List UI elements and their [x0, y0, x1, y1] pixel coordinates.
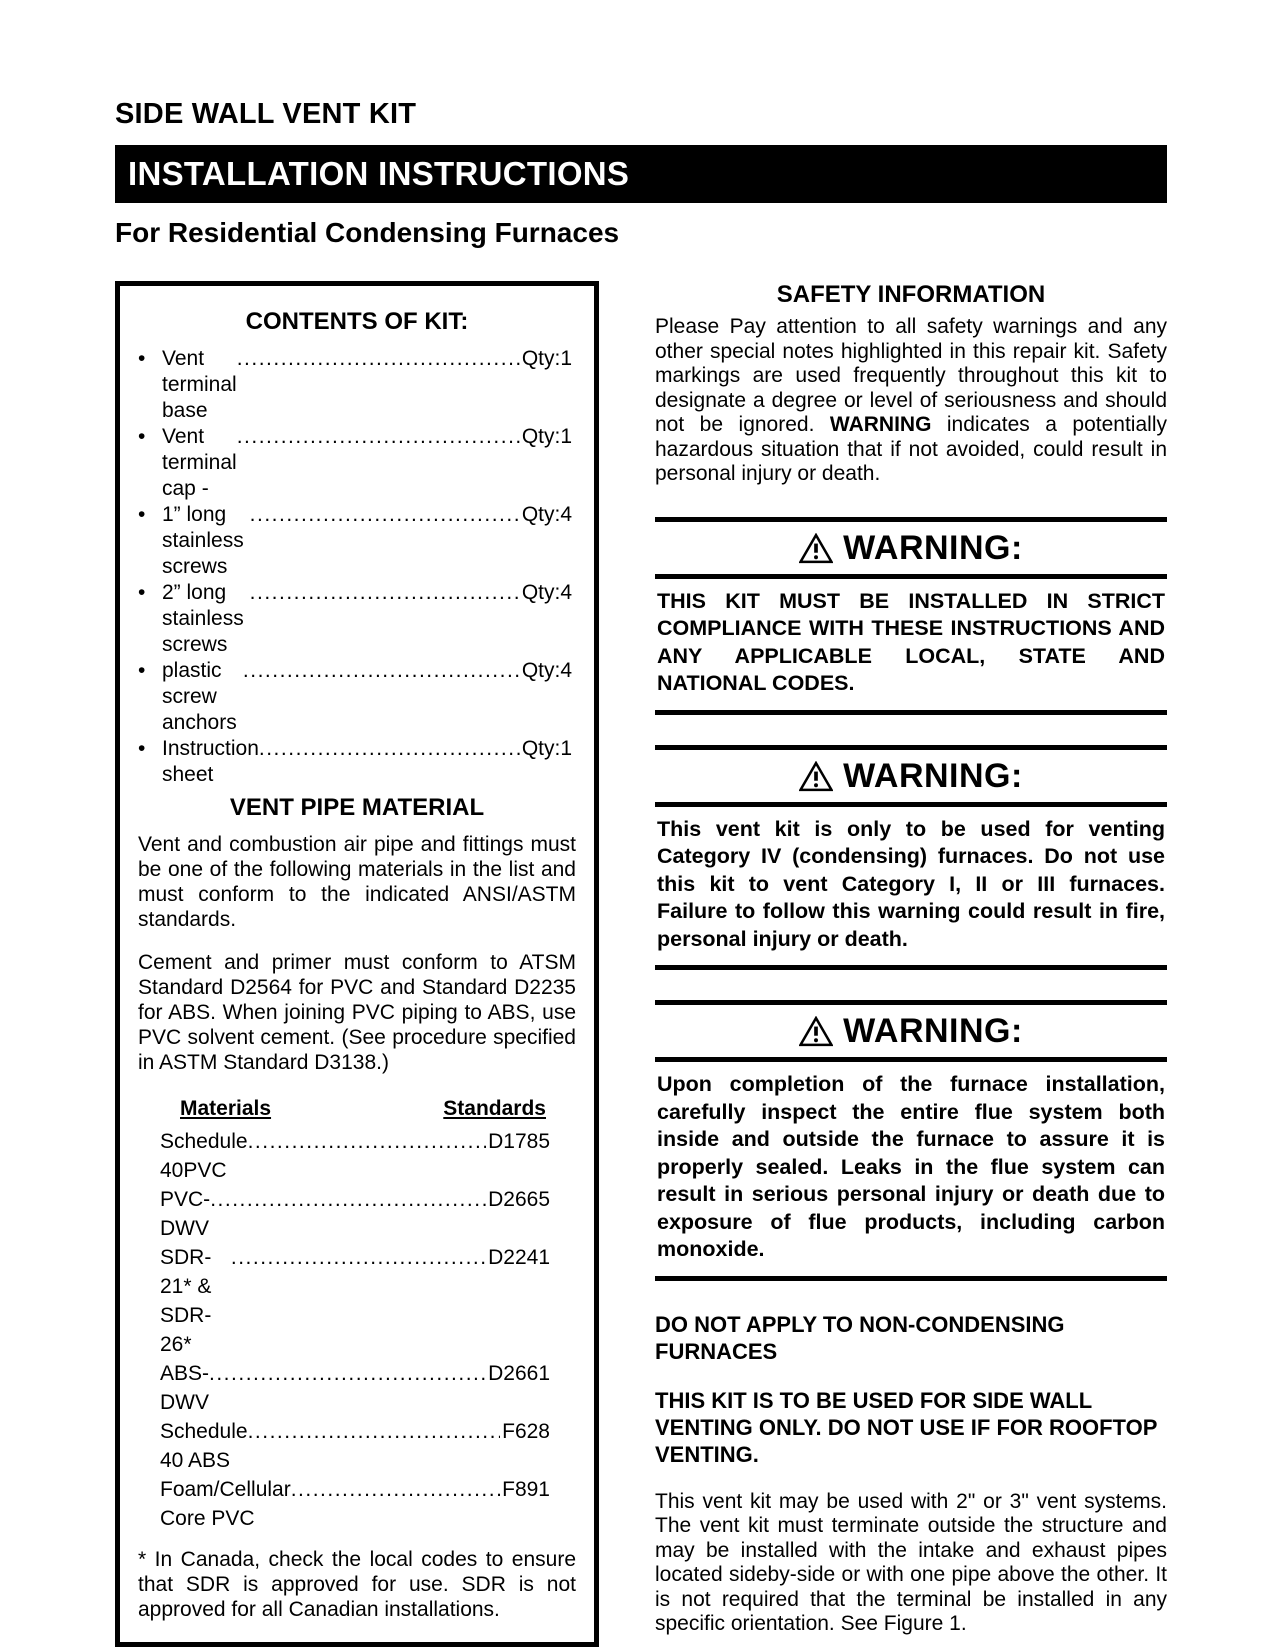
kit-item: [138, 424, 576, 502]
vent-pipe-paragraph-1: Vent and combustion air pipe and fittings must be one of the following materials in the list and must conform to the indicated ANSI/ASTM standards.: [138, 833, 576, 931]
material-cell: Foam/Cellular Core PVC: [160, 1478, 291, 1530]
kit-item-label: 2” long stainless screws: [162, 581, 244, 656]
material-cell: Schedule 40PVC: [160, 1130, 248, 1182]
kit-item: [138, 502, 576, 580]
kit-item-label: plastic screw anchors: [162, 659, 237, 734]
warning-box-2: [655, 745, 1167, 971]
dot-leader: [250, 580, 521, 606]
materials-column-header: Materials: [180, 1097, 272, 1120]
warning-box-3: [655, 1000, 1167, 1281]
standard-cell: D2241: [488, 1246, 550, 1269]
warning-triangle-icon: [799, 761, 833, 792]
warning-body: Upon completion of the furnace installation, carefully inspect the entire flue system both inside and outside the furnace to assure it is properly sealed. Leaks in the flue system can result in serious personal injury or death due to exposure of flue products, including carbon monoxide.: [657, 1072, 1165, 1261]
warning-box-1: [655, 517, 1167, 715]
dot-leader: [210, 1185, 486, 1214]
vent-pipe-material-title: VENT PIPE MATERIAL: [229, 794, 485, 821]
bullet-icon: •: [138, 581, 146, 604]
kit-item-qty: Qty:4: [521, 659, 572, 682]
document-subtitle: For Residential Condensing Furnaces: [115, 217, 620, 248]
bullet-icon: •: [138, 737, 146, 760]
table-row: [160, 1475, 550, 1533]
material-cell: ABS-DWV: [160, 1362, 210, 1414]
dot-leader: [237, 346, 521, 372]
table-row: [160, 1185, 550, 1243]
table-row: [160, 1359, 550, 1417]
warning-heading-text: WARNING:: [843, 1012, 1023, 1050]
standards-column-header: Standards: [443, 1097, 546, 1120]
safety-paragraph: [655, 315, 1167, 487]
standard-cell: F628: [502, 1420, 550, 1443]
standard-cell: D2661: [488, 1362, 550, 1385]
bullet-icon: •: [138, 425, 146, 448]
left-column: [115, 281, 599, 1650]
warning-body: This vent kit is only to be used for venting Category IV (condensing) furnaces. Do not use this kit to vent Category I, II or III furnaces. Failure to follow this warning could result in fire, personal injury or death.: [657, 816, 1165, 951]
dot-leader: [231, 1243, 486, 1272]
warning-keyword: WARNING: [829, 413, 932, 436]
materials-table-header: [138, 1093, 576, 1127]
dot-leader: [259, 736, 521, 762]
kit-item: [138, 580, 576, 658]
page-title: INSTALLATION INSTRUCTIONS: [128, 155, 630, 192]
kit-item-label: Instruction sheet: [162, 737, 259, 786]
dot-leader: [243, 658, 521, 684]
kit-contents-list: [138, 346, 576, 788]
safety-text: Please Pay attention to all safety warnings and any other special notes highlighted in this repair kit. Safety markings are used frequently throughout this kit to designate a degree or level of seriousness and should not be ignored.: [655, 315, 1167, 436]
warning-triangle-icon: [799, 533, 833, 564]
standard-cell: D1785: [488, 1130, 550, 1153]
warning-heading: [655, 1000, 1167, 1062]
safety-text: indicates a potentially hazardous situation that if not avoided, could result in personal injury or death.: [655, 413, 1167, 485]
title-bar: [115, 145, 1167, 203]
contents-title: CONTENTS OF KIT:: [245, 308, 469, 335]
safety-information-title: SAFETY INFORMATION: [776, 281, 1046, 308]
kit-item-qty: Qty:1: [521, 737, 572, 760]
bullet-icon: •: [138, 347, 146, 370]
table-row: [160, 1127, 550, 1185]
kit-item-qty: Qty:1: [521, 425, 572, 448]
standard-cell: D2665: [488, 1188, 550, 1211]
side-wall-only-note: THIS KIT IS TO BE USED FOR SIDE WALL VENTING ONLY. DO NOT USE IF FOR ROOFTOP VENTING.: [655, 1387, 1157, 1467]
document-kicker: SIDE WALL VENT KIT: [115, 98, 417, 130]
dot-leader: [250, 502, 521, 528]
kit-item-label: 1” long stainless screws: [162, 503, 244, 578]
warning-heading: [655, 745, 1167, 807]
vent-pipe-paragraph-2: Cement and primer must conform to ATSM Standard D2564 for PVC and Standard D2235 for ABS. When joining PVC piping to ABS, use PVC solvent cement. (See procedure specified in ASTM Standard D3138.): [138, 951, 576, 1074]
canada-footnote: * In Canada, check the local codes to ensure that SDR is approved for use. SDR is not approved for all Canadian installations.: [138, 1548, 576, 1621]
warning-body: THIS KIT MUST BE INSTALLED IN STRICT COMPLIANCE WITH THESE INSTRUCTIONS AND ANY APPLICABLE LOCAL, STATE AND NATIONAL CODES.: [657, 588, 1165, 695]
standard-cell: F891: [502, 1478, 550, 1501]
warning-heading-text: WARNING:: [843, 528, 1023, 567]
kit-item-qty: Qty:4: [521, 581, 572, 604]
dot-leader: [291, 1475, 500, 1504]
material-cell: Schedule 40 ABS: [160, 1420, 248, 1472]
bullet-icon: •: [138, 503, 146, 526]
materials-table: [138, 1127, 576, 1533]
contents-of-kit-box: [115, 281, 599, 1647]
dot-leader: [248, 1127, 487, 1156]
warning-heading: [655, 517, 1167, 579]
kit-item: [138, 346, 576, 424]
usage-paragraph: This vent kit may be used with 2" or 3" vent systems. The vent kit must terminate outside the structure and may be installed with the intake and exhaust pipes located sideby-side or with one pipe above the other. It is not required that the terminal be installed in any specific orientation. See Figure 1.: [655, 1489, 1167, 1635]
kit-item-label: Vent terminal base: [162, 347, 237, 422]
bullet-icon: •: [138, 659, 146, 682]
dot-leader: [237, 424, 521, 450]
material-cell: SDR-21* & SDR-26*: [160, 1246, 212, 1356]
kit-item-label: Vent terminal cap -: [162, 425, 237, 500]
kit-item: [138, 658, 576, 736]
kit-item: [138, 736, 576, 788]
non-condensing-note: DO NOT APPLY TO NON-CONDENSING FURNACES: [655, 1311, 1065, 1364]
kit-item-qty: Qty:1: [521, 347, 572, 370]
kit-item-qty: Qty:4: [521, 503, 572, 526]
warning-heading-text: WARNING:: [843, 756, 1023, 795]
table-row: [160, 1417, 550, 1475]
warning-triangle-icon: [799, 1016, 833, 1047]
material-cell: PVC-DWV: [160, 1188, 211, 1240]
right-column: [655, 281, 1167, 1650]
table-row: [160, 1243, 550, 1359]
dot-leader: [248, 1417, 501, 1446]
dot-leader: [209, 1359, 486, 1388]
